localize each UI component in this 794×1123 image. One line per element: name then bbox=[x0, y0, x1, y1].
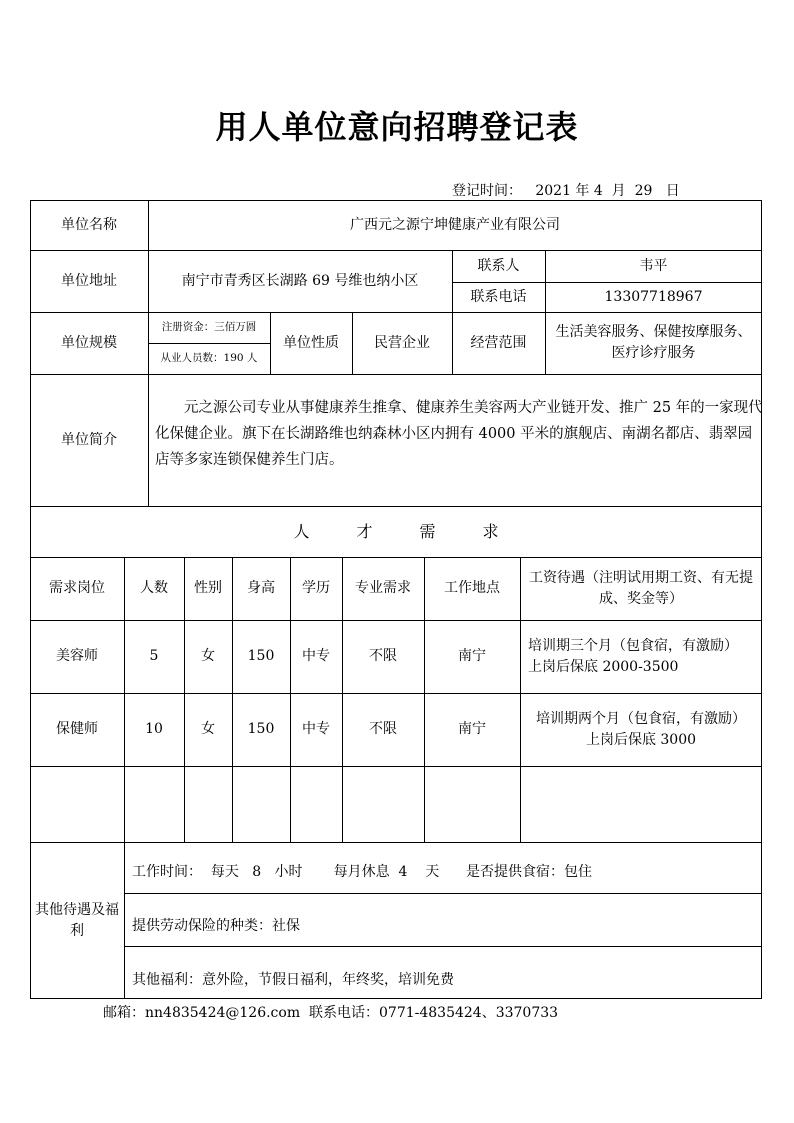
table-row-height: 150 bbox=[247, 721, 275, 737]
unit-name-label: 单位名称 bbox=[61, 216, 117, 233]
table-row-count: 5 bbox=[149, 648, 159, 664]
table-row-location: 南宁 bbox=[458, 721, 486, 737]
unit-intro-label: 单位简介 bbox=[61, 431, 117, 448]
talent-demand-heading: 人 才 需 求 bbox=[293, 521, 499, 541]
header-salary: 工资待遇（注明试用期工资、有无提成、奖金等） bbox=[529, 569, 753, 607]
table-row-position: 美容师 bbox=[56, 648, 98, 664]
phone-label: 联系电话 bbox=[470, 288, 527, 305]
table-row-location: 南宁 bbox=[458, 648, 486, 664]
table-row-salary: 培训期三个月（包食宿，有激励） 上岗后保底 2000-3500 bbox=[528, 637, 738, 675]
form-title: 用人单位意向招聘登记表 bbox=[215, 108, 579, 146]
unit-intro-text: 元之源公司专业从事健康养生推拿、健康养生美容两大产业链开发、推广 25 年的一家现代化保健企业。旗下在长湖路维也纳森林小区内拥有 4000 平米的旗舰店、南湖名都店、翡翠园店等多家连锁保健养生门店。 bbox=[155, 400, 763, 468]
unit-nature-value: 民营企业 bbox=[374, 334, 430, 351]
header-height: 身高 bbox=[247, 580, 275, 596]
other-welfare: 其他福利：意外险，节假日福利，年终奖，培训免费 bbox=[132, 972, 454, 988]
work-time: 工作时间： 每天 8 小时 每月休息 4 天 是否提供食宿：包住 bbox=[132, 864, 592, 880]
header-education: 学历 bbox=[302, 580, 330, 596]
contact-value: 韦平 bbox=[639, 257, 668, 274]
table-row-education: 中专 bbox=[302, 721, 330, 737]
header-major: 专业需求 bbox=[355, 580, 411, 596]
table-row-gender: 女 bbox=[201, 721, 215, 737]
table-row-major: 不限 bbox=[369, 648, 397, 664]
business-scope-label: 经营范围 bbox=[470, 334, 527, 351]
unit-name-value: 广西元之源宁坤健康产业有限公司 bbox=[350, 216, 560, 233]
unit-address-value: 南宁市青秀区长湖路 69 号维也纳小区 bbox=[181, 272, 419, 289]
footer-contact: 邮箱：nn4835424@126.com 联系电话：0771-4835424、3370733 bbox=[103, 1005, 559, 1021]
contact-label: 联系人 bbox=[477, 257, 520, 274]
unit-scale-label: 单位规模 bbox=[61, 334, 117, 351]
phone-value: 13307718967 bbox=[604, 288, 703, 305]
table-row-count: 10 bbox=[145, 721, 163, 737]
header-count: 人数 bbox=[140, 580, 168, 596]
table-row-position: 保健师 bbox=[56, 721, 98, 737]
table-row-height: 150 bbox=[247, 648, 275, 664]
table-row-education: 中专 bbox=[302, 648, 330, 664]
header-gender: 性别 bbox=[194, 580, 222, 596]
registered-capital: 注册资金：三佰万圆 bbox=[161, 320, 257, 333]
registration-date: 登记时间： 2021 年 4 月 29 日 bbox=[452, 183, 680, 199]
employee-count: 从业人员数：190 人 bbox=[160, 351, 258, 364]
table-row-gender: 女 bbox=[201, 648, 215, 664]
business-scope-value: 生活美容服务、保健按摩服务、医疗诊疗服务 bbox=[555, 324, 752, 361]
table-row-major: 不限 bbox=[369, 721, 397, 737]
header-location: 工作地点 bbox=[444, 580, 500, 596]
header-position: 需求岗位 bbox=[49, 580, 105, 596]
insurance-types: 提供劳动保险的种类：社保 bbox=[132, 917, 300, 934]
unit-nature-label: 单位性质 bbox=[283, 334, 339, 351]
table-row-salary: 培训期两个月（包食宿，有激励） 上岗后保底 3000 bbox=[536, 710, 746, 748]
other-benefits-label: 其他待遇及福利 bbox=[35, 901, 119, 939]
unit-address-label: 单位地址 bbox=[61, 272, 117, 289]
